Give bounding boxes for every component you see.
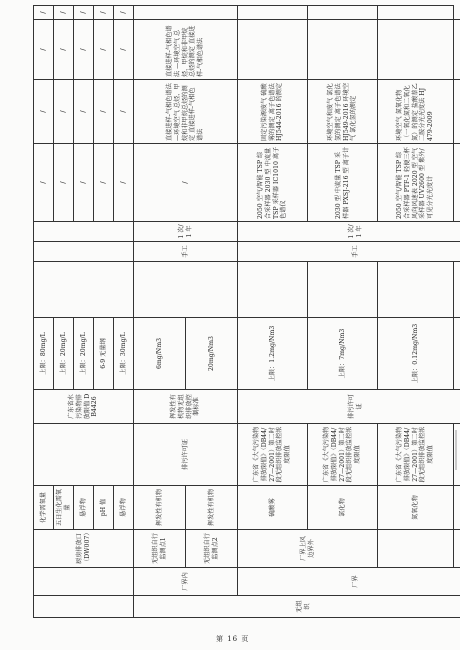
limit-h2so4: 上限：1.2mg/Nm3 bbox=[238, 318, 308, 390]
table-row bbox=[308, 6, 378, 618]
limit-ss: 上限：20mg/L bbox=[74, 318, 94, 390]
cell-slash: / bbox=[94, 6, 114, 20]
limit-ss-2: 上限：30mg/L bbox=[114, 318, 134, 390]
cell-blank bbox=[454, 530, 460, 568]
area-boundary: 厂界 bbox=[238, 568, 460, 596]
cell-slash: / bbox=[114, 80, 134, 144]
method-h2so4: 固定污染源废气 硫酸雾的测定 离子色谱法 HJ544-2016 的测定 bbox=[238, 80, 308, 144]
source-point-2: 无组织自行监测点2 bbox=[186, 530, 238, 568]
cell-blank bbox=[134, 262, 238, 318]
cell-blank bbox=[34, 242, 134, 262]
pollutant-ss: 悬浮物 bbox=[74, 486, 94, 530]
limit-bod: 上限：20mg/L bbox=[54, 318, 74, 390]
cell-slash: / bbox=[54, 80, 74, 144]
source-sewage-outlet: 厨房排放口（DW007） bbox=[34, 530, 134, 568]
cell-blank bbox=[238, 262, 308, 318]
cell-slash: / bbox=[114, 144, 134, 222]
cell-blank bbox=[34, 424, 134, 486]
area-inside-boundary: 厂界内 bbox=[134, 568, 238, 596]
standard-air-3: 广东省《大气污染物排放限值》（DB44/27—2001）第二时段无组织排放监控浓度限值 bbox=[378, 424, 454, 486]
table-row bbox=[34, 6, 54, 618]
pollutant-bod: 五日生化需氧量 bbox=[54, 486, 74, 530]
standard-water: 广东省水污染物排放限值 DB4426 bbox=[34, 390, 134, 424]
method-nox: 环境空气 氮氧化物（一氧化氮和二氧化氮）的测定 盐酸萘乙二胺分光光度法 HJ 479-2009 bbox=[378, 80, 454, 144]
table-row bbox=[454, 6, 460, 618]
cell-blank bbox=[378, 262, 454, 318]
cell-blank bbox=[34, 222, 134, 242]
limit-voc-1: 6mg/Nm3 bbox=[134, 318, 186, 390]
cell-blank bbox=[308, 20, 378, 80]
cell-slash: / bbox=[74, 20, 94, 80]
scan-edge-mark bbox=[455, 430, 457, 470]
standard-air-1: 广东省《大气污染物排放限值》（DB44/27—2001）第二时段无组织排放监控浓度限值 bbox=[238, 424, 308, 486]
table-row bbox=[238, 6, 308, 618]
frequency-manual-2: 手工 bbox=[238, 242, 460, 262]
limit-voc-2: 20mg/Nm3 bbox=[186, 318, 238, 390]
standard-voc: 挥发性有机物无组织排放控制标准 bbox=[134, 390, 238, 424]
cell-slash: / bbox=[54, 6, 74, 20]
cell-slash: / bbox=[94, 80, 114, 144]
cell-blank bbox=[378, 20, 454, 80]
cell-blank bbox=[378, 530, 454, 568]
cell-slash: / bbox=[34, 80, 54, 144]
pollutant-h2so4: 硫酸雾 bbox=[238, 486, 308, 530]
method-voc-1: 直接进样-气相色谱法 —环境空气 总烃、甲烷和非甲烷总烃的测定 直接进样-气相色谱法 bbox=[134, 80, 238, 144]
cell-blank bbox=[238, 20, 308, 80]
instrument-h2so4: 2050 空气/智能 TSP 综合采样器 2030 型 中流量 TSP 采样器 IC1010 离子色谱仪 bbox=[238, 144, 308, 222]
cell-blank bbox=[454, 144, 460, 222]
cell-slash: / bbox=[134, 144, 238, 222]
cell-slash: / bbox=[34, 144, 54, 222]
area-upwind bbox=[238, 530, 378, 568]
cell-slash: / bbox=[74, 80, 94, 144]
pollutant-voc-2: 挥发性有机物 bbox=[186, 486, 238, 530]
category-unorganized: 无组织 bbox=[134, 596, 460, 618]
cell-blank bbox=[134, 6, 238, 20]
cell-slash: / bbox=[34, 6, 54, 20]
rotated-table-wrapper bbox=[33, 11, 435, 618]
cell-slash: / bbox=[114, 20, 134, 80]
method-hcl: 环境空气和废气 氯化氢的测定 离子色谱法 HJ549-2016 环境空气 氯化氢的测定 bbox=[308, 80, 378, 144]
limit-ph: 6-9 无量纲 bbox=[94, 318, 114, 390]
cell-blank bbox=[454, 262, 460, 318]
cell-blank bbox=[454, 486, 460, 530]
cell-blank bbox=[238, 6, 308, 20]
permit-2: 排污许可证 bbox=[238, 390, 460, 424]
cell-slash: / bbox=[114, 6, 134, 20]
standard-air-2: 广东省《大气污染物排放限值》（DB44/27—2001）第二时段无组织排放监控浓度限值 bbox=[308, 424, 378, 486]
cell-slash: / bbox=[94, 144, 114, 222]
cell-blank bbox=[454, 80, 460, 144]
area-upwind-line2: 边界外 bbox=[307, 539, 315, 558]
cell-slash: / bbox=[74, 144, 94, 222]
pollutant-hcl: 氯化物 bbox=[308, 486, 378, 530]
page-number: 第 16 页 bbox=[216, 635, 250, 643]
frequency-once-1: 1 次/1 年 bbox=[134, 222, 238, 242]
source-point-1: 无组织自行监测点1 bbox=[134, 530, 186, 568]
limit-hcl: 上限：7mg/Nm3 bbox=[308, 318, 378, 390]
cell-blank bbox=[308, 262, 378, 318]
monitoring-table bbox=[33, 5, 460, 618]
pollutant-ph: pH 值 bbox=[94, 486, 114, 530]
area-upwind-line1: 厂界上风 bbox=[299, 536, 307, 561]
cell-blank bbox=[34, 596, 134, 618]
instrument-hcl: 2030 型 中流量 TSP 采样器 PXSJ-216 型 离子计 bbox=[308, 144, 378, 222]
cell-blank bbox=[34, 568, 134, 596]
frequency-once-2: 1 次/1 年 bbox=[238, 222, 460, 242]
cell-blank bbox=[308, 6, 378, 20]
cell-slash: / bbox=[54, 144, 74, 222]
frequency-manual-1: 手工 bbox=[134, 242, 238, 262]
cell-slash: / bbox=[34, 20, 54, 80]
cell-blank bbox=[34, 262, 134, 318]
pollutant-ss-2: 悬浮物 bbox=[114, 486, 134, 530]
method-voc-2: 直接进样-气相色谱法 —环境空气 总烃、甲烷和非甲烷总烃的测定 直接进样-气相色谱法 bbox=[134, 20, 238, 80]
pollutant-voc-1: 挥发性有机物 bbox=[134, 486, 186, 530]
cell-slash: / bbox=[54, 20, 74, 80]
instrument-nox: 2050 空气/智能 TSP 综合采样器 PTF-1 轻便三杯风向风速表 2020 型 空气采样器 UV2600 型 紫外/可见分光光度计 bbox=[378, 144, 454, 222]
limit-cod: 上限：80mg/L bbox=[34, 318, 54, 390]
cell-blank bbox=[454, 20, 460, 80]
cell-blank bbox=[378, 6, 454, 20]
cell-blank bbox=[454, 318, 460, 390]
pollutant-cod: 化学需氧量 bbox=[34, 486, 54, 530]
cell-slash: / bbox=[74, 6, 94, 20]
pollutant-nox: 氮氧化物 bbox=[378, 486, 454, 530]
permit-1: 排污许可证 bbox=[134, 424, 238, 486]
cell-slash: / bbox=[94, 20, 114, 80]
table-row bbox=[134, 6, 186, 618]
limit-nox: 上限：0.12mg/Nm3 bbox=[378, 318, 454, 390]
table-row bbox=[378, 6, 454, 618]
